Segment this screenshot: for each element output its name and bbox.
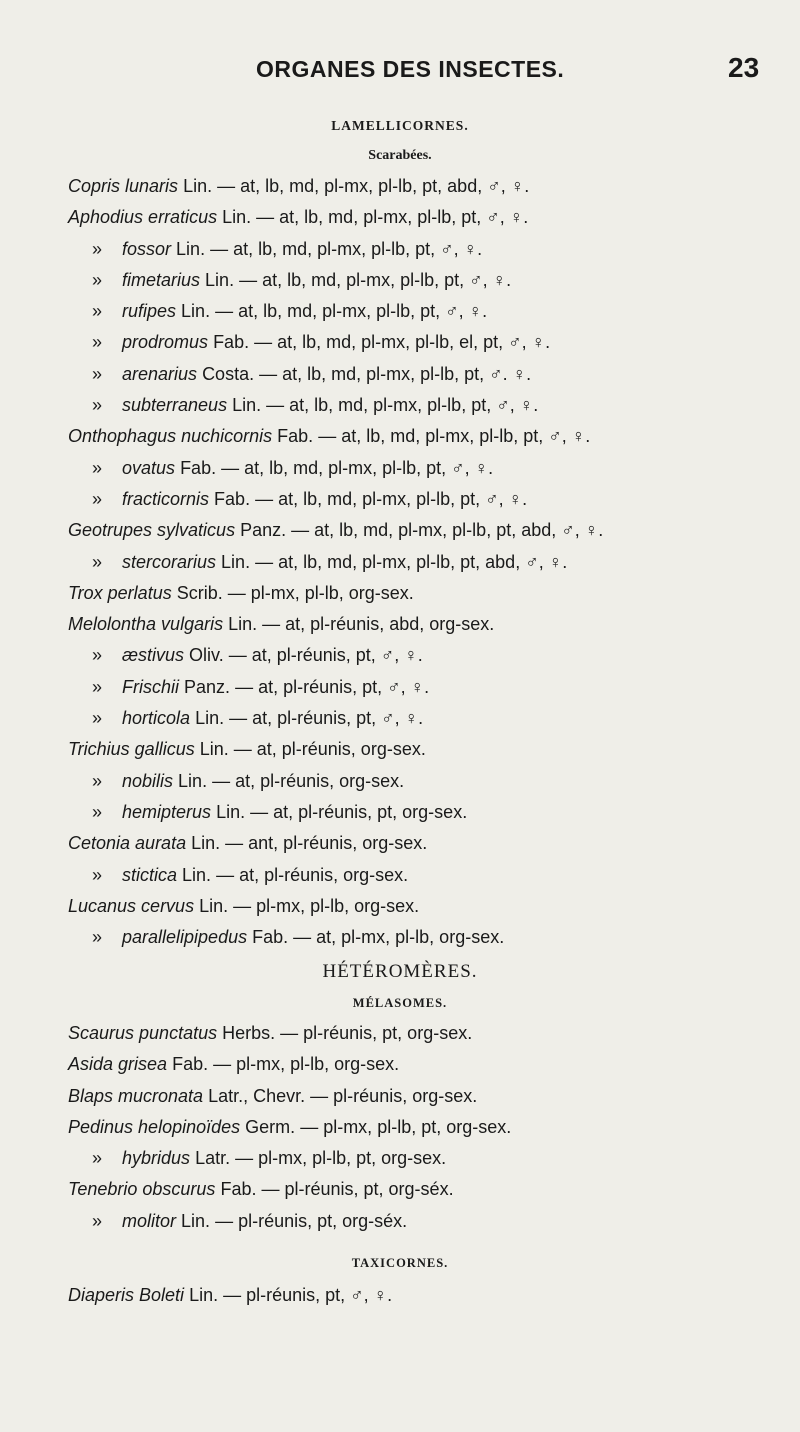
ditto-mark: » <box>92 801 103 822</box>
organ-list: — at, lb, md, pl-mx, pl-lb, pt, abd, ♂, ♀. <box>255 551 568 572</box>
species-author: Scrib. <box>176 582 223 603</box>
organ-list: — at, pl-réunis, org-sex. <box>216 864 409 885</box>
ditto-mark: » <box>92 645 103 666</box>
species-entry <box>68 265 778 296</box>
species-name: arenarius <box>122 363 198 384</box>
species-name: hybridus <box>122 1148 191 1169</box>
species-name: ovatus <box>122 457 176 478</box>
organ-list: — pl-mx, pl-lb, org-sex. <box>213 1054 400 1075</box>
species-name: Tenebrio obscurus <box>68 1179 216 1200</box>
species-entry <box>68 296 778 327</box>
species-author: Fab. <box>277 426 314 447</box>
page-header <box>0 46 800 86</box>
species-entry <box>68 860 778 891</box>
species-author: Lin. <box>195 708 225 729</box>
species-name: Melolontha vulgaris <box>68 614 224 635</box>
species-name: prodromus <box>122 332 209 353</box>
species-author: Fab. <box>180 457 217 478</box>
species-author: Lin. <box>216 801 246 822</box>
species-entry <box>68 234 778 265</box>
species-author: Fab. <box>172 1054 209 1075</box>
species-name: molitor <box>122 1210 177 1231</box>
species-entry <box>68 797 778 828</box>
species-entry <box>68 1206 778 1237</box>
ditto-mark: » <box>92 770 103 791</box>
species-author: Lin. <box>182 864 212 885</box>
organ-list: — at, lb, md, pl-mx, pl-lb, pt, ♂, ♀. <box>318 426 591 447</box>
species-list-melasomes <box>68 1018 778 1237</box>
species-entry <box>68 1112 778 1143</box>
species-entry <box>68 672 778 703</box>
ditto-mark: » <box>92 864 103 885</box>
species-entry <box>68 922 778 953</box>
organ-list: — at, pl-réunis, abd, org-sex. <box>262 614 495 635</box>
organ-list: — pl-réunis, pt, ♂, ♀. <box>223 1285 393 1305</box>
organ-list: — pl-réunis, org-sex. <box>310 1085 478 1106</box>
organ-list: — at, lb, md, pl-mx, pl-lb, pt, ♂. ♀. <box>259 363 532 384</box>
species-author: Lin. <box>189 1285 219 1305</box>
species-name: Aphodius erraticus <box>68 207 218 228</box>
species-name: Scaurus punctatus <box>68 1023 218 1043</box>
species-author: Panz. <box>240 520 287 541</box>
species-name: rufipes <box>122 301 177 322</box>
species-name: parallelipipedus <box>122 927 248 948</box>
species-entry <box>68 1018 778 1049</box>
ditto-mark: » <box>92 1210 103 1231</box>
organ-list: — at, lb, md, pl-mx, pl-lb, pt, ♂, ♀. <box>215 301 488 322</box>
species-name: Trox perlatus <box>68 582 172 603</box>
species-author: Lin. <box>183 176 213 196</box>
species-author: Oliv. <box>189 645 224 666</box>
ditto-mark: » <box>92 708 103 729</box>
ditto-mark: » <box>92 488 103 509</box>
organ-list: — at, lb, md, pl-mx, pl-lb, pt, abd, ♂, ♀. <box>217 176 530 196</box>
species-name: nobilis <box>122 770 174 791</box>
subsection-title-taxicornes: TAXICORNES. <box>351 1256 449 1270</box>
species-author: Fab. <box>213 332 250 353</box>
species-name: Trichius gallicus <box>68 739 195 760</box>
organ-list: — at, lb, md, pl-mx, pl-lb, pt, ♂, ♀. <box>255 488 528 509</box>
species-entry <box>68 1143 778 1174</box>
species-entry <box>68 578 778 609</box>
organ-list: — at, lb, md, pl-mx, pl-lb, pt, ♂, ♀. <box>239 269 512 290</box>
species-author: Lin. <box>181 1210 211 1231</box>
organ-list: — pl-réunis, pt, org-séx. <box>215 1210 408 1231</box>
species-name: Pedinus helopinoïdes <box>68 1116 241 1137</box>
species-author: Lin. <box>199 895 229 916</box>
page-number: 23 <box>728 52 760 83</box>
species-entry <box>68 703 778 734</box>
species-entry <box>68 202 778 233</box>
species-author: Latr., Chevr. <box>208 1085 306 1106</box>
species-author: Lin. <box>181 301 211 322</box>
species-entry <box>68 640 778 671</box>
organ-list: — at, pl-réunis, pt, ♂, ♀. <box>228 645 423 666</box>
species-author: Lin. <box>221 551 251 572</box>
ditto-mark: » <box>92 551 103 572</box>
species-entry <box>68 171 778 202</box>
species-list-lamellicornes <box>68 171 778 953</box>
organ-list: — pl-mx, pl-lb, pt, org-sex. <box>235 1148 447 1169</box>
species-entry <box>68 1049 778 1080</box>
running-title: ORGANES DES INSECTES. <box>256 56 565 82</box>
species-name: Frischii <box>122 676 179 697</box>
species-author: Costa. <box>202 363 255 384</box>
organ-list: — at, lb, md, pl-mx, pl-lb, pt, ♂, ♀. <box>266 395 539 416</box>
species-list-taxicornes <box>68 1280 778 1311</box>
species-author: Herbs. <box>222 1023 276 1043</box>
ditto-mark: » <box>92 927 103 948</box>
organ-list: — ant, pl-réunis, org-sex. <box>225 833 428 854</box>
species-author: Lin. <box>222 207 252 228</box>
species-name: Lucanus cervus <box>68 895 195 916</box>
species-name: stictica <box>122 864 178 885</box>
species-author: Fab. <box>220 1179 257 1200</box>
species-name: horticola <box>122 708 191 729</box>
subsection-title-scarabees: Scarabées. <box>368 148 432 163</box>
ditto-mark: » <box>92 301 103 322</box>
species-entry <box>68 359 778 390</box>
species-name: stercorarius <box>122 551 217 572</box>
species-author: Lin. <box>176 238 206 259</box>
species-entry <box>68 515 778 546</box>
species-entry <box>68 609 778 640</box>
section-title-heteromeres: HÉTÉROMÈRES. <box>322 961 478 982</box>
species-entry <box>68 1174 778 1205</box>
species-author: Latr. <box>195 1148 231 1169</box>
organ-list: — at, pl-réunis, org-sex. <box>212 770 405 791</box>
species-entry <box>68 484 778 515</box>
species-name: Diaperis Boleti <box>68 1285 185 1305</box>
species-entry <box>68 390 778 421</box>
ditto-mark: » <box>92 238 103 259</box>
species-name: fimetarius <box>122 269 201 290</box>
ditto-mark: » <box>92 676 103 697</box>
organ-list: — pl-mx, pl-lb, org-sex. <box>227 582 414 603</box>
ditto-mark: » <box>92 332 103 353</box>
organ-list: — at, lb, md, pl-mx, pl-lb, pt, abd, ♂, ♀. <box>291 520 604 541</box>
organ-list: — pl-mx, pl-lb, org-sex. <box>233 895 420 916</box>
species-name: subterraneus <box>122 395 228 416</box>
species-entry <box>68 547 778 578</box>
organ-list: — at, lb, md, pl-mx, pl-lb, pt, ♂, ♀. <box>256 207 529 228</box>
species-author: Panz. <box>184 676 231 697</box>
species-name: Copris lunaris <box>68 176 179 196</box>
species-author: Lin. <box>178 770 208 791</box>
organ-list: — at, lb, md, pl-mx, pl-lb, pt, ♂, ♀. <box>221 457 494 478</box>
section-title-lamellicornes: LAMELLICORNES. <box>331 118 469 133</box>
organ-list: — pl-mx, pl-lb, pt, org-sex. <box>300 1116 512 1137</box>
organ-list: — at, lb, md, pl-mx, pl-lb, el, pt, ♂, ♀. <box>254 332 551 353</box>
species-author: Lin. <box>232 395 262 416</box>
species-name: Cetonia aurata <box>68 833 187 854</box>
species-entry <box>68 734 778 765</box>
species-name: fracticornis <box>122 488 210 509</box>
organ-list: — at, pl-réunis, pt, ♂, ♀. <box>229 708 424 729</box>
species-entry <box>68 1280 778 1311</box>
species-name: hemipterus <box>122 801 212 822</box>
species-entry <box>68 327 778 358</box>
organ-list: — at, pl-réunis, pt, org-sex. <box>250 801 468 822</box>
species-entry <box>68 1081 778 1112</box>
species-name: Blaps mucronata <box>68 1085 204 1106</box>
organ-list: — at, pl-mx, pl-lb, org-sex. <box>293 927 505 948</box>
subsection-title-melasomes: MÉLASOMES. <box>352 996 448 1010</box>
species-name: Geotrupes sylvaticus <box>68 520 236 541</box>
species-entry <box>68 766 778 797</box>
organ-list: — pl-réunis, pt, org-sex. <box>280 1023 473 1043</box>
species-name: fossor <box>122 238 172 259</box>
species-name: Onthophagus nuchicornis <box>68 426 273 447</box>
species-entry <box>68 453 778 484</box>
organ-list: — pl-réunis, pt, org-séx. <box>261 1179 454 1200</box>
ditto-mark: » <box>92 363 103 384</box>
species-name: æstivus <box>122 645 185 666</box>
organ-list: — at, lb, md, pl-mx, pl-lb, pt, ♂, ♀. <box>210 238 483 259</box>
ditto-mark: » <box>92 1148 103 1169</box>
species-author: Lin. <box>199 739 229 760</box>
organ-list: — at, pl-réunis, org-sex. <box>233 739 426 760</box>
species-author: Lin. <box>191 833 221 854</box>
species-entry <box>68 421 778 452</box>
organ-list: — at, pl-réunis, pt, ♂, ♀. <box>235 676 430 697</box>
species-author: Lin. <box>228 614 258 635</box>
ditto-mark: » <box>92 457 103 478</box>
species-entry <box>68 828 778 859</box>
species-author: Germ. <box>245 1116 296 1137</box>
species-author: Fab. <box>214 488 251 509</box>
species-author: Lin. <box>205 269 235 290</box>
ditto-mark: » <box>92 395 103 416</box>
species-name: Asida grisea <box>68 1054 168 1075</box>
species-author: Fab. <box>252 927 289 948</box>
ditto-mark: » <box>92 269 103 290</box>
species-entry <box>68 891 778 922</box>
